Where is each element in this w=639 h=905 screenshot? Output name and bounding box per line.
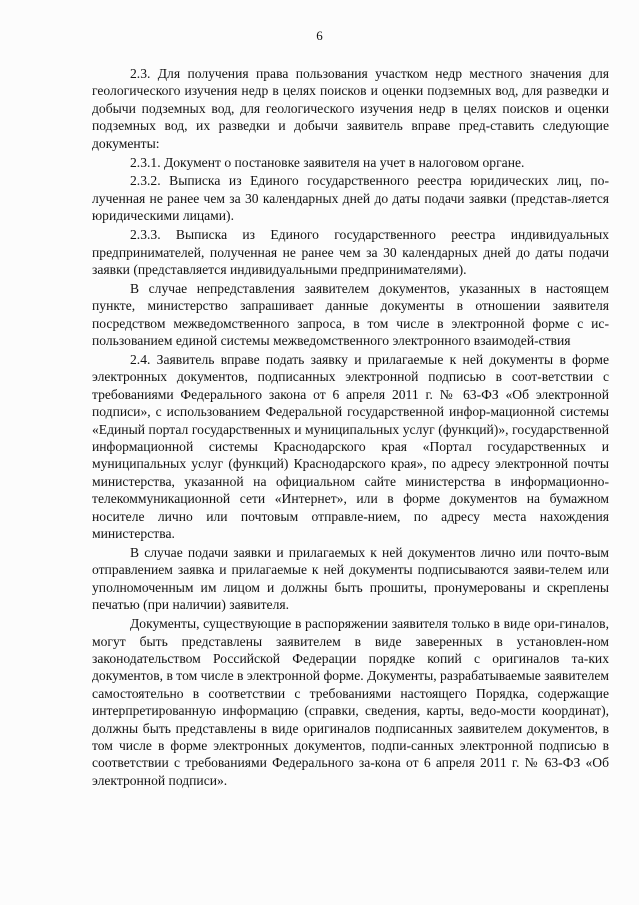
document-body [92,65,609,791]
paragraph-paper-submission: В случае подачи заявки и прилагаемых к ней документов лично или почто-вым отправлением заявка и прилагаемые к ней документы подписываются заяви-телем или уполномоченным им лицом и должны быть прошиты, пронумерованы и скреплены печатью (при наличии) заявителя. [92,544,609,613]
page-number: 6 [316,28,323,43]
paragraph-non-submission: В случае непредставления заявителем документов, указанных в настоящем пункте, министерство запрашивает данные документы в отношении заявителя посредством межведомственного запроса, в том числе в электронной форме с ис-пользованием единой системы межведомственного электронного взаимодей-ствия [92,280,609,349]
paragraph-2-3-3: 2.3.3. Выписка из Единого государственного реестра индивидуальных предпринимателей, полученная не ранее чем за 30 календарных дней до даты подачи заявки (представляется индивидуальными предпринимателями). [92,227,609,277]
paragraph-2-3: 2.3. Для получения права пользования участком недр местного значения для геологического изучения недр в целях поисков и оценки подземных вод, для разведки и добычи подземных вод, для геологического изучения недр в целях поисков и оценки подземных вод, их разведки и добычи заявитель вправе пред-ставить следующие документы: [92,66,609,151]
paragraph-2-3-1: 2.3.1. Документ о постановке заявителя на учет в налоговом органе. [130,154,525,170]
paragraph-documents-originals: Документы, существующие в распоряжении заявителя только в виде ори-гиналов, могут быть представлены заявителем в виде заверенных в установлен-ном законодательством Российской Федерации порядке копий с оригиналов та-ких документов, в том числе в электронной форме. Документы, разрабатываемые заявителем самостоятельно в соответствии с требованиями настоящего Порядка, содержащие интерпретированную информацию (справки, сведения, карты, ведо-мости координат), должны быть представлены в виде оригиналов подписанных заявителем документов, в том числе в форме электронных документов, подпи-санных электронной подписью в соответствии с требованиями Федерального за-кона от 6 апреля 2011 г. № 63-ФЗ «Об электронной подписи». [92,616,609,788]
paragraph-2-3-2: 2.3.2. Выписка из Единого государственного реестра юридических лиц, по-лученная не ранее чем за 30 календарных дней до даты подачи заявки (представ-ляется юридическими лицами). [92,173,609,224]
paragraph-2-4: 2.4. Заявитель вправе подать заявку и прилагаемые к ней документы в форме электронных документов, подписанных электронной подписью в соот-ветствии с требованиями Федерального закона от 6 апреля 2011 г. № 63-ФЗ «Об электронной подписи», с использованием Федеральной государственной инфор-мационной системы «Единый портал государственных и муниципальных услуг (функций)», государственной информационной системы Краснодарского края «Портал государственных и муниципальных услуг (функций) Краснодарского края», по адресу электронной почты министерства, указанной на официальном сайте министерства в информационно-телекоммуникационной сети «Интернет», или в форме документов на бумажном носителе лично или почтовым отправле-нием, по адресу места нахождения министерства. [92,352,609,542]
